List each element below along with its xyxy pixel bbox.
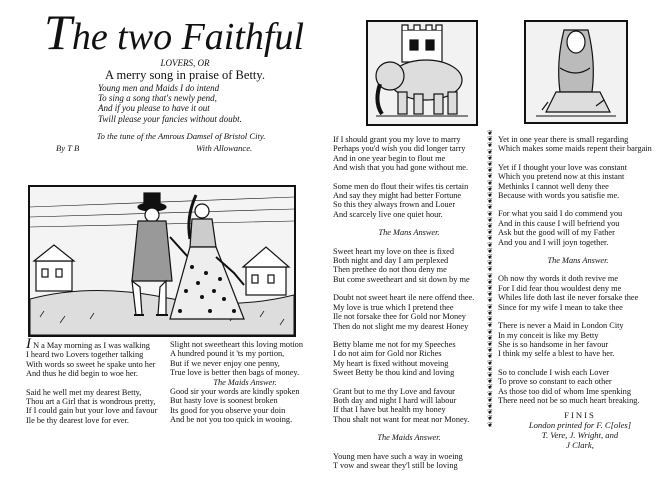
section-heading: The Maids Answer. xyxy=(377,433,441,443)
ballad-title xyxy=(44,4,305,60)
title-rest: he two Faithful xyxy=(71,16,305,58)
stanza-break xyxy=(333,378,485,387)
verse-line: And you and I will joyn together. xyxy=(498,237,609,247)
verse-line: Perhaps you'd wish you did longer tarry xyxy=(333,144,466,154)
verse-line: Betty blame me not for my Speeches xyxy=(333,339,456,349)
verse-line: Ile not forsake thee for Gold nor Money xyxy=(333,312,466,322)
verse-line: She is so handsome in her favour xyxy=(498,339,609,349)
verse-line: There need not be so much heart breaking. xyxy=(498,395,640,405)
verse-line: T vow and swear they'l still be loving xyxy=(333,460,458,470)
verse-line: As those too did of whom Ime spenking xyxy=(498,386,631,396)
stanza-break xyxy=(498,247,658,256)
verse-column-1 xyxy=(26,336,176,425)
woodcut-elephant xyxy=(366,20,478,126)
lovers-illustration xyxy=(30,187,294,335)
stanza-break xyxy=(498,200,658,209)
verse-line: True love is better then bags of money. xyxy=(170,368,300,378)
verse-line: Grant but to me thy Love and favour xyxy=(333,386,455,396)
verse-line: But hasty love is soonest broken xyxy=(170,396,278,406)
intro-line: Twill please your fancies without doubt. xyxy=(98,113,242,124)
verse-column-4 xyxy=(498,135,658,405)
verse-line: For I did fear thou wouldest deny me xyxy=(498,283,622,293)
intro-line: And if you please to have it out xyxy=(98,103,210,114)
intro-verse xyxy=(98,83,298,124)
verse-line: To prove so constant to each other xyxy=(498,377,612,387)
verse-line: Slight not sweetheart this loving motion xyxy=(170,340,303,349)
verse-line: A hundred pound it 'ts my portion, xyxy=(170,349,285,359)
verse-line: Sweet heart my love on thee is fixed xyxy=(333,246,454,256)
subtitle-song: A merry song in praise of Betty. xyxy=(105,68,265,82)
verse-line: Good sir your words are kindly spoken xyxy=(170,387,300,397)
verse-line: But come sweetheart and sit down by me xyxy=(333,274,470,284)
section-heading: The Mans Answer. xyxy=(547,256,609,266)
stanza-break xyxy=(333,424,485,433)
verse-line: There is never a Maid in London City xyxy=(498,321,624,331)
elephant-castle-illustration xyxy=(368,22,476,124)
verse-line: If I should grant you my love to marry xyxy=(333,135,461,144)
verse-line: And say they might had better Fortune xyxy=(333,191,462,201)
verse-line: And scarcely live one quiet hour. xyxy=(333,209,443,219)
verse-line: And be not you too quick in wooing. xyxy=(170,415,293,425)
colophon xyxy=(500,410,660,450)
verse-line: I think my selfe a blest to have her. xyxy=(498,349,615,359)
verse-line: Thou shalt not want for meat nor Money. xyxy=(333,414,470,424)
verse-line: And wish that you had gone without me. xyxy=(333,163,469,173)
verse-line: Both night and day I am perplexed xyxy=(333,256,449,266)
verse-line: But if we never enjoy one penny, xyxy=(170,358,280,368)
intro-line: Young men and Maids I do intend xyxy=(98,83,220,93)
verse-line: If that I have but health my honey xyxy=(333,405,446,415)
verse-line: And in one year begin to flout me xyxy=(333,153,446,163)
verse-line: Since for my wife I mean to take thee xyxy=(498,302,623,312)
printer-line: J Clark, xyxy=(566,440,594,450)
verse-line-text: N a May morning as I was walking xyxy=(33,341,150,350)
stanza-break xyxy=(333,284,485,293)
verse-line: Oh now thy words it doth revive me xyxy=(498,274,619,284)
verse-line: I heard two Lovers together talking xyxy=(26,350,144,360)
stanza-break xyxy=(498,154,658,163)
verse-column-3 xyxy=(333,135,485,470)
verse-line: Young men have such a way in woeing xyxy=(333,451,463,461)
verse-line: Methinks I cannot well deny thee xyxy=(498,181,609,191)
verse-line: With words so sweet he spake unto her xyxy=(26,359,156,369)
woodcut-lovers xyxy=(28,185,296,337)
author-line: By T B xyxy=(56,143,80,153)
verse-line: Its good for you observe your doin xyxy=(170,405,286,415)
ornamental-border: ❦ ❦ ❦ ❦ ❦ ❦ ❦ ❦ ❦ ❦ ❦ ❦ ❦ ❦ ❦ ❦ ❦ ❦ ❦ ❦ ❦ ❦ ❦ ❦ ❦ ❦ ❦ ❦ ❦ ❦ ❦ ❦ ❦ ❦ ❦ ❦ ❦ ❦ ❦ ❦ ❦ ❦ ❦ ❦ ❦ ❦ ❦ ❦ xyxy=(487,129,493,429)
verse-line: My love is true which I pretend thee xyxy=(333,302,454,312)
verse-line: If I could gain but your love and favour xyxy=(26,406,158,416)
seated-woman-illustration xyxy=(526,22,626,122)
verse-line: Both day and night I hard will labour xyxy=(333,395,457,405)
allowance-line: With Allowance. xyxy=(196,143,253,153)
section-heading: The Mans Answer. xyxy=(378,228,440,238)
verse-line: Because with words you satisfie me. xyxy=(498,191,620,201)
verse-line: Thou art a Girl that is wondrous pretty, xyxy=(26,397,156,407)
stanza-break xyxy=(333,238,485,247)
stanza-break xyxy=(498,312,658,321)
verse-line: So this they always frown and Louer xyxy=(333,200,456,210)
stanza-break xyxy=(333,443,485,452)
verse-line: Whiles life doth last ile never forsake thee xyxy=(498,293,639,303)
printer-line: London printed for F. C[oles] xyxy=(528,420,632,430)
verse-line: I do not aim for Gold nor Riches xyxy=(333,349,442,359)
stanza-break xyxy=(333,331,485,340)
verse-line: Which makes some maids repent their bargain xyxy=(498,144,652,154)
verse-line: Then do not slight me my dearest Honey xyxy=(333,321,469,331)
section-heading: The Maids Answer. xyxy=(213,377,277,387)
stanza-break xyxy=(498,359,658,368)
verse-line: And in this cause I will befriend you xyxy=(498,218,620,228)
stanza-break xyxy=(498,265,658,274)
verse-line xyxy=(26,336,176,352)
verse-line: Ask but the good will of my Father xyxy=(498,228,615,238)
verse-line: Ile be thy dearest love for ever. xyxy=(26,415,129,425)
drop-capital: I xyxy=(26,336,31,352)
stanza-break xyxy=(333,173,485,182)
printer-line: T. Vere, J. Wright, and xyxy=(541,430,619,440)
verse-line: Said he well met my dearest Betty, xyxy=(26,387,142,397)
stanza-break xyxy=(333,219,485,228)
title-initial: T xyxy=(44,4,72,60)
verse-line: My heart is fixed without moveing xyxy=(333,358,449,368)
verse-line: Which you pretend now at this instant xyxy=(498,172,625,182)
verse-line: Then prethee do not thou deny me xyxy=(333,265,447,275)
intro-line: To sing a song that's newly pend, xyxy=(98,93,217,104)
verse-column-2 xyxy=(170,340,320,425)
stanza-break xyxy=(26,379,176,388)
verse-line: Doubt not sweet heart ile nere offend thee. xyxy=(333,293,475,303)
verse-line: And thus he did begin to woe her. xyxy=(26,369,138,379)
verse-line: In my conceit is like my Betty xyxy=(498,330,599,340)
woodcut-woman xyxy=(524,20,628,124)
verse-line: Yet if I thought your love was constant xyxy=(498,162,627,172)
verse-line: Sweet Betty be thou kind and loving xyxy=(333,368,455,378)
tune-line: To the tune of the Amrous Damsel of Bristol City. xyxy=(96,131,266,141)
verse-line: Yet in one year there is small regarding xyxy=(498,135,629,144)
finis-word: FINIS xyxy=(564,410,596,420)
verse-line: So to conclude I wish each Lover xyxy=(498,367,610,377)
verse-line: For what you said I do commend you xyxy=(498,209,623,219)
subtitle-lovers: LOVERS, OR xyxy=(160,58,210,68)
verse-line: Some men do flout their wifes tis certain xyxy=(333,181,469,191)
